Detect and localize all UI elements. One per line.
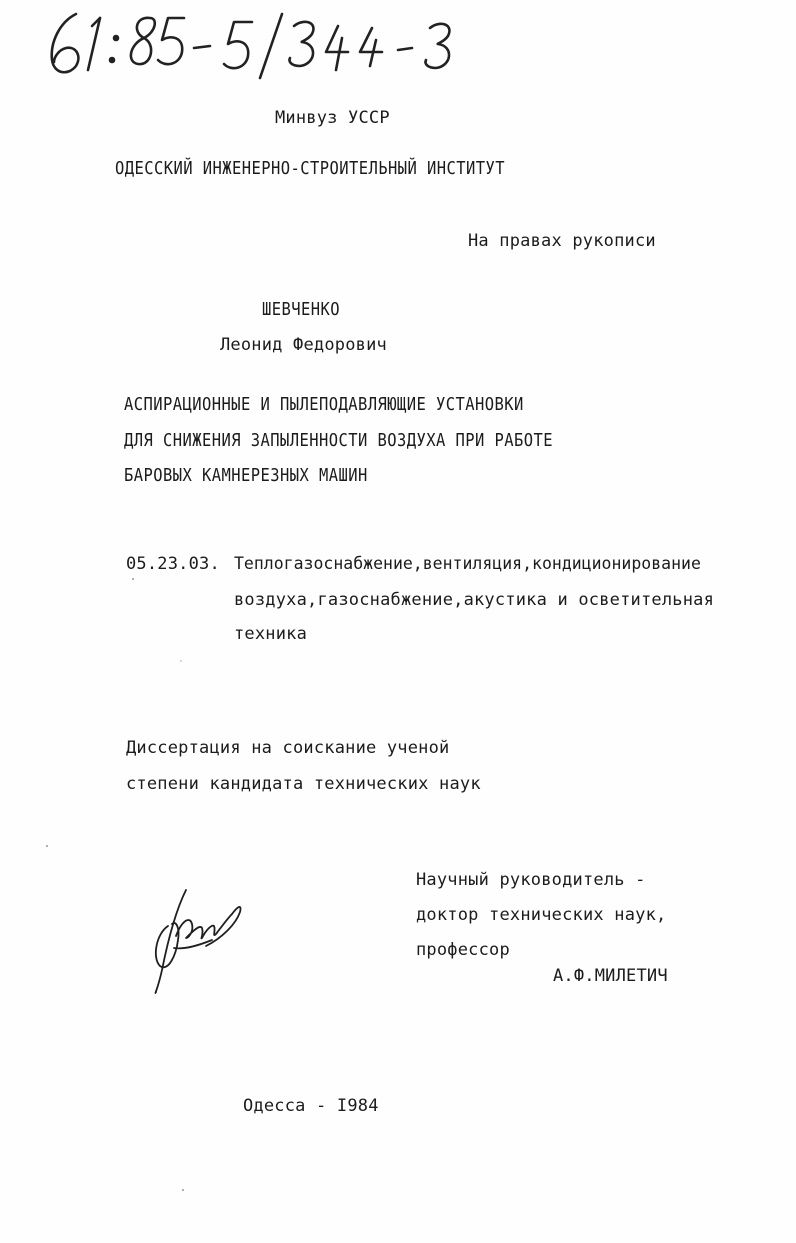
specialty-line-1: Теплогазоснабжение,вентиляция,кондиционирование <box>234 554 701 573</box>
ministry-line: Минвуз УССР <box>275 108 390 128</box>
rights-note: На правах рукописи <box>468 231 656 251</box>
author-given-names: Леонид Федорович <box>220 335 387 355</box>
institute-name: ОДЕССКИЙ ИНЖЕНЕРНО-СТРОИТЕЛЬНЫЙ ИНСТИТУТ <box>115 158 505 179</box>
specialty-line-2: воздуха,газоснабжение,акустика и осветительная <box>234 590 715 610</box>
supervisor-role: Научный руководитель - <box>416 870 646 890</box>
specialty-code: 05.23.03. <box>126 554 220 574</box>
supervisor-degree: доктор технических наук, <box>416 905 667 925</box>
degree-line-1: Диссертация на соискание ученой <box>126 738 450 758</box>
scan-speck <box>46 845 48 847</box>
scan-speck <box>182 1189 184 1191</box>
author-signature <box>146 880 256 1000</box>
supervisor-name: А.Ф.МИЛЕТИЧ <box>553 966 668 986</box>
handwritten-shelfmark-stamp <box>38 4 478 86</box>
scan-speck <box>132 578 134 580</box>
title-line-1: АСПИРАЦИОННЫЕ И ПЫЛЕПОДАВЛЯЮЩИЕ УСТАНОВКИ <box>124 394 524 415</box>
place-and-year: Одесса - I984 <box>243 1096 379 1116</box>
supervisor-title: профессор <box>416 940 510 960</box>
title-line-3: БАРОВЫХ КАМНЕРЕЗНЫХ МАШИН <box>124 465 368 486</box>
degree-line-2: степени кандидата технических наук <box>126 774 481 794</box>
scan-speck <box>180 660 182 662</box>
title-line-2: ДЛЯ СНИЖЕНИЯ ЗАПЫЛЕННОСТИ ВОЗДУХА ПРИ РАБОТЕ <box>124 430 553 451</box>
specialty-line-3: техника <box>234 624 308 644</box>
author-surname: ШЕВЧЕНКО <box>262 299 341 320</box>
